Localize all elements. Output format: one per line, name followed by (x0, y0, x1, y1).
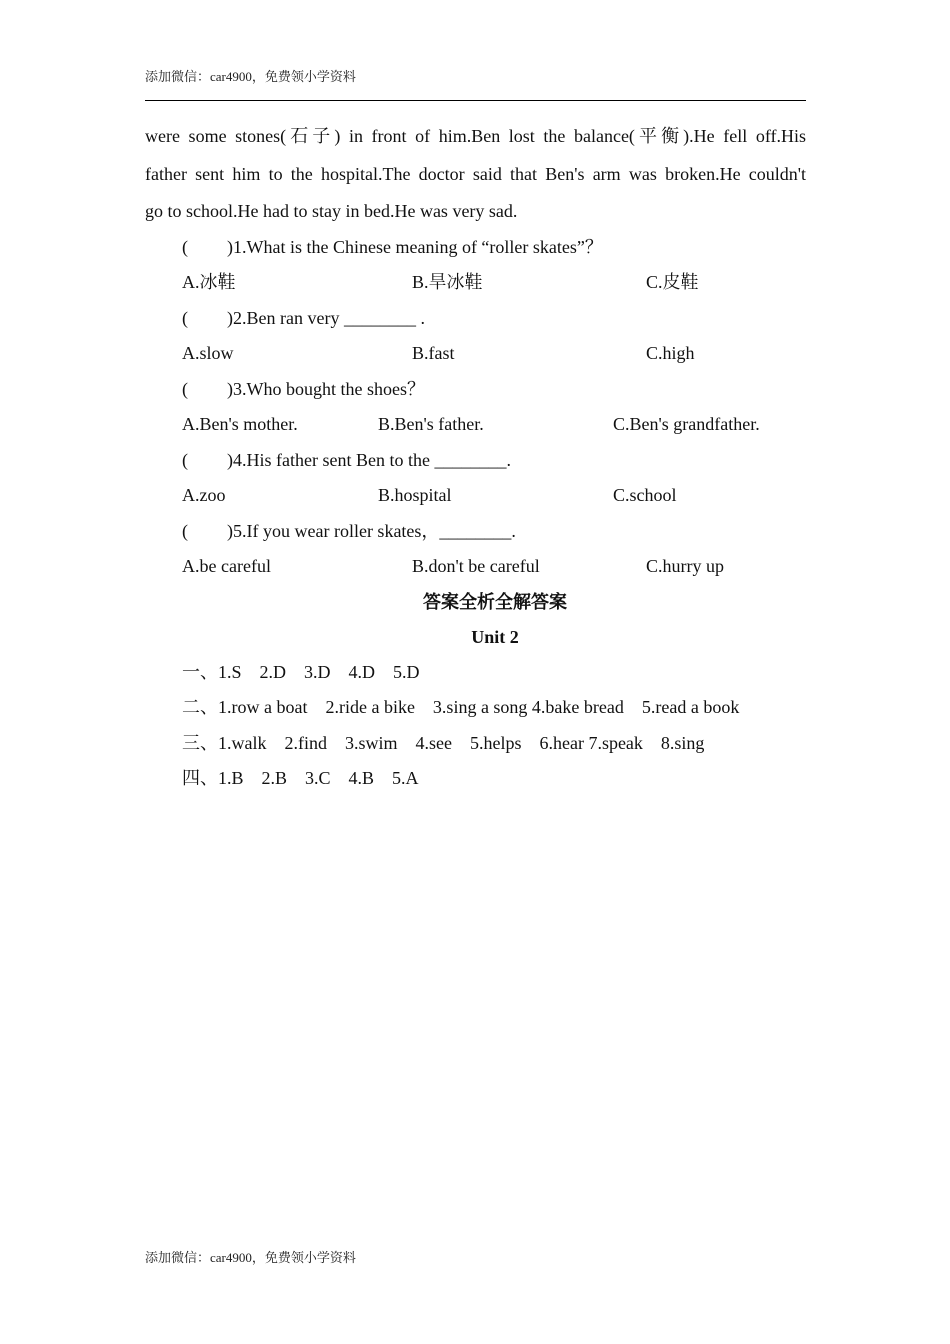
question-2 (182, 307, 425, 329)
question-stem: )4.His father sent Ben to the ________. (227, 450, 511, 470)
passage-line: were some stones(石子) in front of him.Ben lost the balance(平衡).He fell off.His (145, 126, 806, 146)
answer-blank: ( (182, 308, 188, 328)
option-c: C.hurry up (646, 556, 724, 576)
option-b: B.fast (412, 343, 455, 363)
option-b: B.Ben's father. (378, 414, 484, 434)
answer-row: 二、1.row a boat 2.ride a bike 3.sing a song 4.bake bread 5.read a book (182, 697, 740, 717)
answer-blank: ( (182, 379, 188, 399)
option-a: A.be careful (182, 556, 271, 576)
option-b: B.旱冰鞋 (412, 272, 483, 292)
question-stem: )1.What is the Chinese meaning of “roller skates”？ (227, 237, 603, 257)
option-a: A.Ben's mother. (182, 414, 298, 434)
question-1 (182, 236, 603, 258)
question-3 (182, 378, 425, 400)
option-b: B.don't be careful (412, 556, 540, 576)
answer-blank: ( (182, 521, 188, 541)
unit-heading: Unit 2 (471, 627, 519, 647)
option-c: C.皮鞋 (646, 272, 699, 292)
question-stem: )5.If you wear roller skates，________. (227, 521, 516, 541)
option-c: C.Ben's grandfather. (613, 414, 760, 434)
question-stem: )2.Ben ran very ________ . (227, 308, 425, 328)
answer-row: 一、1.S 2.D 3.D 4.D 5.D (182, 662, 420, 682)
option-c: C.high (646, 343, 695, 363)
answer-row: 四、1.B 2.B 3.C 4.B 5.A (182, 768, 419, 788)
option-a: A.冰鞋 (182, 272, 236, 292)
question-4 (182, 449, 511, 471)
option-c: C.school (613, 485, 677, 505)
reading-passage (145, 118, 806, 231)
page-footer-note: 添加微信：car4900，免费领小学资料 (145, 1250, 356, 1265)
question-5 (182, 520, 516, 542)
header-rule (145, 100, 806, 101)
option-a: A.zoo (182, 485, 226, 505)
answer-row: 三、1.walk 2.find 3.swim 4.see 5.helps 6.hear 7.speak 8.sing (182, 733, 705, 753)
answers-title: 答案全析全解答案 (423, 592, 567, 612)
passage-line: go to school.He had to stay in bed.He was very sad. (145, 201, 518, 221)
page-header-note: 添加微信：car4900，免费领小学资料 (145, 69, 356, 84)
answer-blank: ( (182, 237, 188, 257)
passage-line: father sent him to the hospital.The doctor said that Ben's arm was broken.He couldn't (145, 163, 806, 184)
option-b: B.hospital (378, 485, 452, 505)
option-a: A.slow (182, 343, 234, 363)
question-stem: )3.Who bought the shoes？ (227, 379, 425, 399)
answer-blank: ( (182, 450, 188, 470)
